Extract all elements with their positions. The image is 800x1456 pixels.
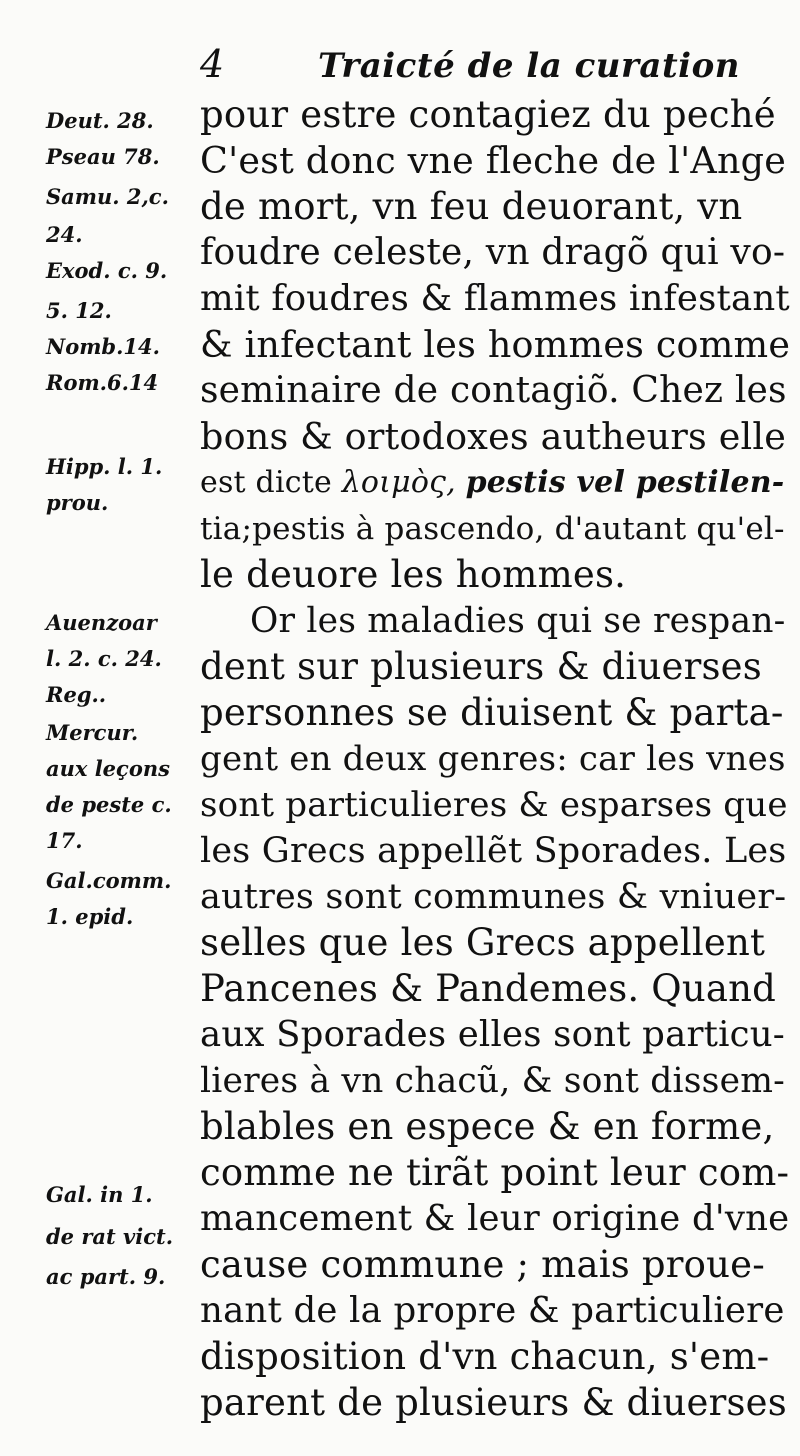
margin-note: prou. bbox=[46, 490, 109, 515]
margin-note: de peste c. bbox=[46, 792, 172, 817]
margin-note: 5. 12. bbox=[46, 298, 112, 323]
text-line: les Grecs appellẽt Sporades. Les bbox=[200, 831, 787, 871]
paragraph-start-line: Or les maladies qui se respan- bbox=[250, 601, 786, 641]
text-line: Pancenes & Pandemes. Quand bbox=[200, 967, 777, 1010]
margin-note: Samu. 2,c. bbox=[46, 184, 169, 209]
text-line: pour estre contagiez du peché bbox=[200, 93, 776, 136]
text-line: foudre celeste, vn dragõ qui vo- bbox=[200, 232, 786, 273]
margin-note: l. 2. c. 24. bbox=[46, 646, 162, 671]
margin-note: Deut. 28. bbox=[46, 108, 154, 133]
greek-word: λοιμὸς, bbox=[341, 465, 456, 500]
text-line: bons & ortodoxes autheurs elle bbox=[200, 415, 787, 458]
margin-note: Auenzoar bbox=[46, 610, 157, 635]
margin-note: ac part. 9. bbox=[46, 1264, 166, 1289]
margin-note: Rom.6.14 bbox=[46, 370, 159, 395]
margin-note: Reg.. bbox=[46, 682, 107, 707]
running-title: Traicté de la curation bbox=[318, 46, 740, 86]
text-line: disposition d'vn chacun, s'em- bbox=[200, 1335, 770, 1378]
text-line: seminaire de contagiõ. Chez les bbox=[200, 370, 787, 411]
text-line: de mort, vn feu deuorant, vn bbox=[200, 185, 743, 228]
text-line: mit foudres & flammes infestant bbox=[200, 278, 790, 319]
text-line: blables en espece & en forme, bbox=[200, 1105, 775, 1148]
text-line: sont particulieres & esparses que bbox=[200, 785, 788, 825]
text-segment: est dicte bbox=[200, 465, 332, 500]
text-line: dent sur plusieurs & diuerses bbox=[200, 645, 762, 688]
text-line: lieres à vn chacũ, & sont dissem- bbox=[200, 1061, 785, 1101]
text-line: mancement & leur origine d'vne bbox=[200, 1198, 790, 1239]
margin-note: Pseau 78. bbox=[46, 144, 160, 169]
text-line: nant de la propre & particuliere bbox=[200, 1290, 785, 1331]
page-header bbox=[0, 42, 800, 92]
text-line-mixed bbox=[200, 460, 784, 506]
text-line: & infectant les hommes comme bbox=[200, 323, 791, 366]
page-number: 4 bbox=[200, 42, 225, 86]
margin-note: 17. bbox=[46, 828, 83, 853]
text-line: parent de plusieurs & diuerses bbox=[200, 1381, 787, 1424]
margin-note: Mercur. bbox=[46, 720, 139, 745]
text-line: cause commune ; mais proue- bbox=[200, 1243, 765, 1286]
text-line: gent en deux genres: car les vnes bbox=[200, 739, 786, 779]
text-line: comme ne tirãt point leur com- bbox=[200, 1151, 790, 1194]
text-line: selles que les Grecs appellent bbox=[200, 921, 766, 964]
text-line: C'est donc vne fleche de l'Ange bbox=[200, 139, 787, 182]
margin-note: Gal.comm. bbox=[46, 868, 172, 893]
text-line: le deuore les hommes. bbox=[200, 553, 627, 596]
margin-note: Nomb.14. bbox=[46, 334, 160, 359]
margin-note: Gal. in 1. bbox=[46, 1182, 153, 1207]
latin-phrase: pestis vel pestilen- bbox=[465, 465, 785, 500]
margin-note: 1. epid. bbox=[46, 904, 134, 929]
margin-note: Exod. c. 9. bbox=[46, 258, 168, 283]
margin-note: aux leçons bbox=[46, 756, 170, 781]
text-line: autres sont communes & vniuer- bbox=[200, 877, 787, 917]
margin-note: de rat vict. bbox=[46, 1224, 174, 1249]
text-line: aux Sporades elles sont particu- bbox=[200, 1014, 785, 1055]
text-line: tia;pestis à pascendo, d'autant qu'el- bbox=[200, 511, 785, 547]
text-line: personnes se diuisent & parta- bbox=[200, 691, 784, 734]
margin-note: 24. bbox=[46, 222, 83, 247]
margin-note: Hipp. l. 1. bbox=[46, 454, 163, 479]
